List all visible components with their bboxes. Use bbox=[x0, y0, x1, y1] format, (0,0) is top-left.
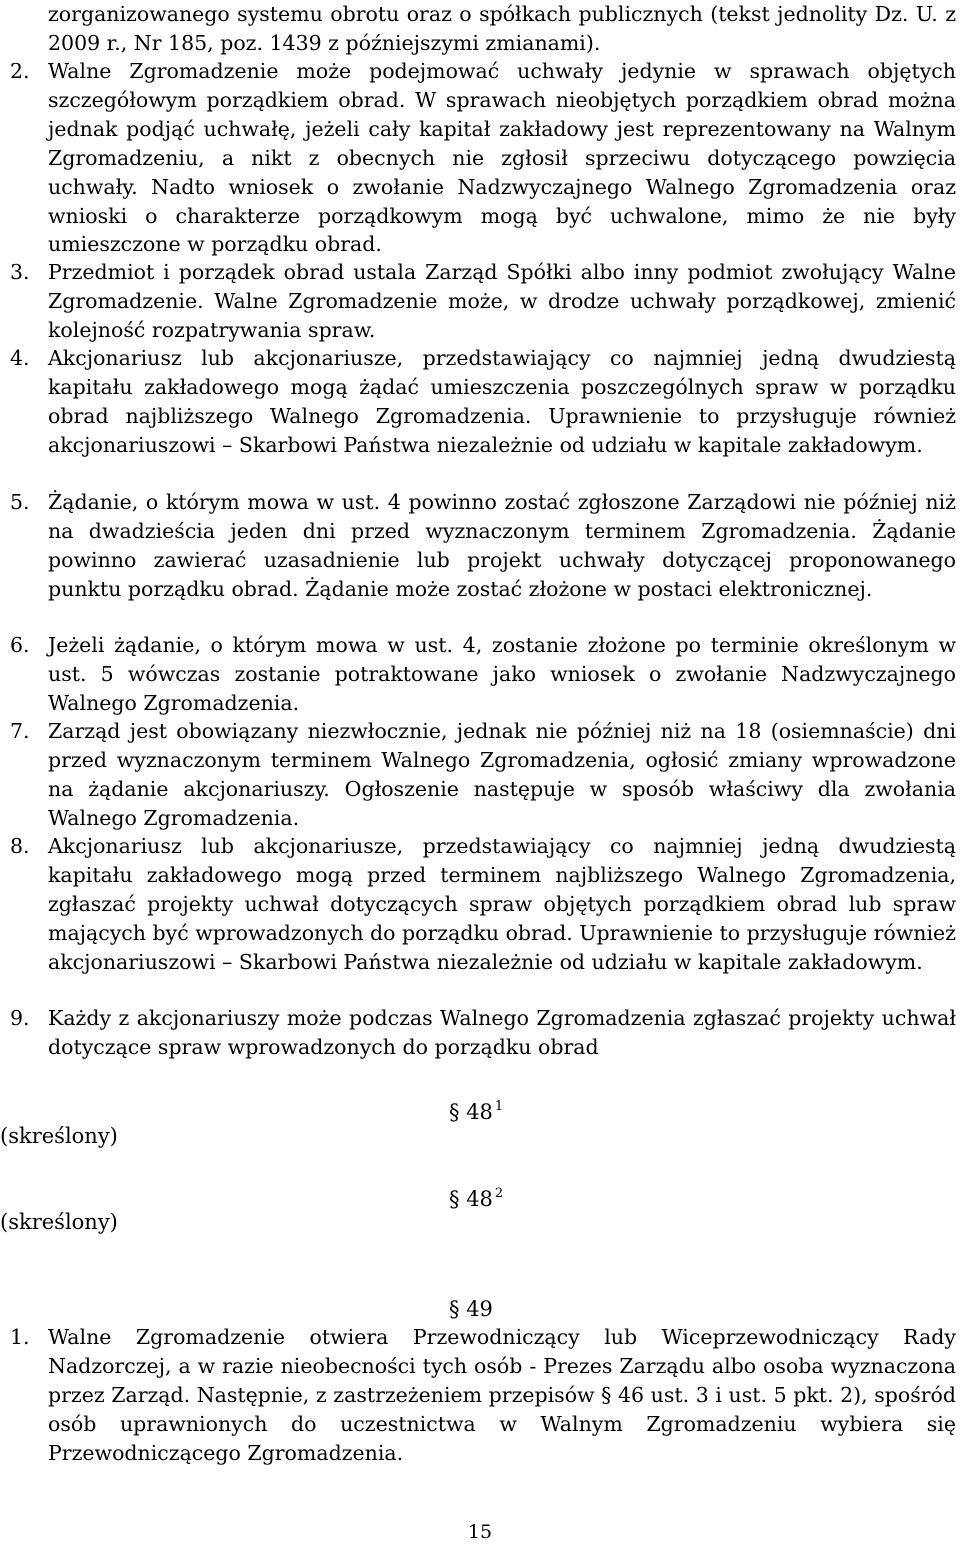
list-text: Walne Zgromadzenie może podejmować uchwały jedynie w sprawach objętych szczegółowym porządkiem obrad. W sprawach nieobjętych porządkiem obrad można jednak podjąć uchwałę, jeżeli cały kapitał zakładowy jest reprezentowany na Walnym Zgromadzeniu, a nikt z obecnych nie zgłosił sprzeciwu dotyczącego powzięcia uchwały. Nadto wniosek o zwołanie Nadzwyczajnego Walnego Zgromadzenia oraz wnioski o charakterze porządkowym mogą być uchwalone, mimo że nie były umieszczone w porządku obrad. bbox=[48, 59, 956, 257]
list-text: Zarząd jest obowiązany niezwłocznie, jednak nie później niż na 18 (osiemnaście) dni przed wyznaczonym terminem Walnego Zgromadzenia, ogłosić zmiany wprowadzone na żądanie akcjonariuszy. Ogłoszenie następuje w sposób właściwy dla zwołania Walnego Zgromadzenia. bbox=[48, 719, 956, 830]
page-number: 15 bbox=[467, 1521, 493, 1543]
section-heading-48-1 bbox=[449, 1093, 503, 1127]
list-number: 6. bbox=[10, 633, 30, 657]
section-symbol: § bbox=[449, 1187, 460, 1211]
list-number: 4. bbox=[10, 346, 30, 370]
section-symbol: § bbox=[449, 1100, 460, 1124]
list-number: 3. bbox=[10, 260, 30, 284]
section-heading-48-2 bbox=[449, 1180, 503, 1214]
list-number: 8. bbox=[10, 834, 30, 858]
list-text: Jeżeli żądanie, o którym mowa w ust. 4, zostanie złożone po terminie określonym w ust. 5 wówczas zostanie potraktowane jako wniosek o zwołanie Nadzwyczajnego Walnego Zgromadzenia. bbox=[48, 633, 956, 715]
list-item-6 bbox=[10, 631, 956, 718]
list-number: 5. bbox=[10, 490, 30, 514]
list-item-4 bbox=[10, 344, 956, 460]
section-49-item-1 bbox=[10, 1323, 956, 1468]
section-status-48-1: (skreślony) bbox=[0, 1124, 118, 1148]
list-item-7 bbox=[10, 717, 956, 833]
list-number: 1. bbox=[10, 1325, 30, 1349]
continuation-paragraph bbox=[10, 0, 956, 58]
list-item-3 bbox=[10, 258, 956, 345]
list-number: 7. bbox=[10, 719, 30, 743]
section-heading-49 bbox=[449, 1295, 493, 1324]
section-superscript: 1 bbox=[494, 1099, 504, 1114]
section-superscript: 2 bbox=[494, 1186, 504, 1201]
list-text: Żądanie, o którym mowa w ust. 4 powinno zostać zgłoszone Zarządowi nie później niż na dwadzieścia jeden dni przed wyznaczonym terminem Zgromadzenia. Żądanie powinno zawierać uzasadnienie lub projekt uchwały dotyczącej proponowanego punktu porządku obrad. Żądanie może zostać złożone w postaci elektronicznej. bbox=[48, 490, 956, 601]
list-item-5 bbox=[10, 488, 956, 604]
section-number: 49 bbox=[466, 1297, 493, 1321]
section-number: 48 bbox=[466, 1187, 493, 1211]
section-symbol: § bbox=[449, 1297, 460, 1321]
section-number: 48 bbox=[466, 1100, 493, 1124]
list-number: 2. bbox=[10, 59, 30, 83]
list-item-2 bbox=[10, 57, 956, 259]
list-item-9 bbox=[10, 1004, 956, 1062]
section-status-48-2: (skreślony) bbox=[0, 1210, 118, 1234]
list-text: Akcjonariusz lub akcjonariusze, przedstawiający co najmniej jedną dwudziestą kapitału zakładowego mogą żądać umieszczenia poszczególnych spraw w porządku obrad najbliższego Walnego Zgromadzenia. Uprawnienie to przysługuje również akcjonariuszowi – Skarbowi Państwa niezależnie od udziału w kapitale zakładowym. bbox=[48, 346, 956, 457]
list-text: Walne Zgromadzenie otwiera Przewodniczący lub Wiceprzewodniczący Rady Nadzorczej, a w razie nieobecności tych osób - Prezes Zarządu albo osoba wyznaczona przez Zarząd. Następnie, z zastrzeżeniem przepisów § 46 ust. 3 i ust. 5 pkt. 2), spośród osób uprawnionych do uczestnictwa w Walnym Zgromadzeniu wybiera się Przewodniczącego Zgromadzenia. bbox=[48, 1325, 956, 1465]
list-number: 9. bbox=[10, 1006, 30, 1030]
paragraph-text: zorganizowanego systemu obrotu oraz o spółkach publicznych (tekst jednolity Dz. U. z 2009 r., Nr 185, poz. 1439 z późniejszymi zmianami). bbox=[48, 2, 956, 55]
list-text: Przedmiot i porządek obrad ustala Zarząd Spółki albo inny podmiot zwołujący Walne Zgromadzenie. Walne Zgromadzenie może, w drodze uchwały porządkowej, zmienić kolejność rozpatrywania spraw. bbox=[48, 260, 956, 342]
list-text: Akcjonariusz lub akcjonariusze, przedstawiający co najmniej jedną dwudziestą kapitału zakładowego mogą przed terminem najbliższego Walnego Zgromadzenia, zgłaszać projekty uchwał dotyczących spraw objętych porządkiem obrad lub spraw mających być wprowadzonych do porządku obrad. Uprawnienie to przysługuje również akcjonariuszowi – Skarbowi Państwa niezależnie od udziału w kapitale zakładowym. bbox=[48, 834, 956, 974]
list-item-8 bbox=[10, 832, 956, 977]
list-text: Każdy z akcjonariuszy może podczas Walnego Zgromadzenia zgłaszać projekty uchwał dotyczące spraw wprowadzonych do porządku obrad bbox=[48, 1006, 956, 1059]
